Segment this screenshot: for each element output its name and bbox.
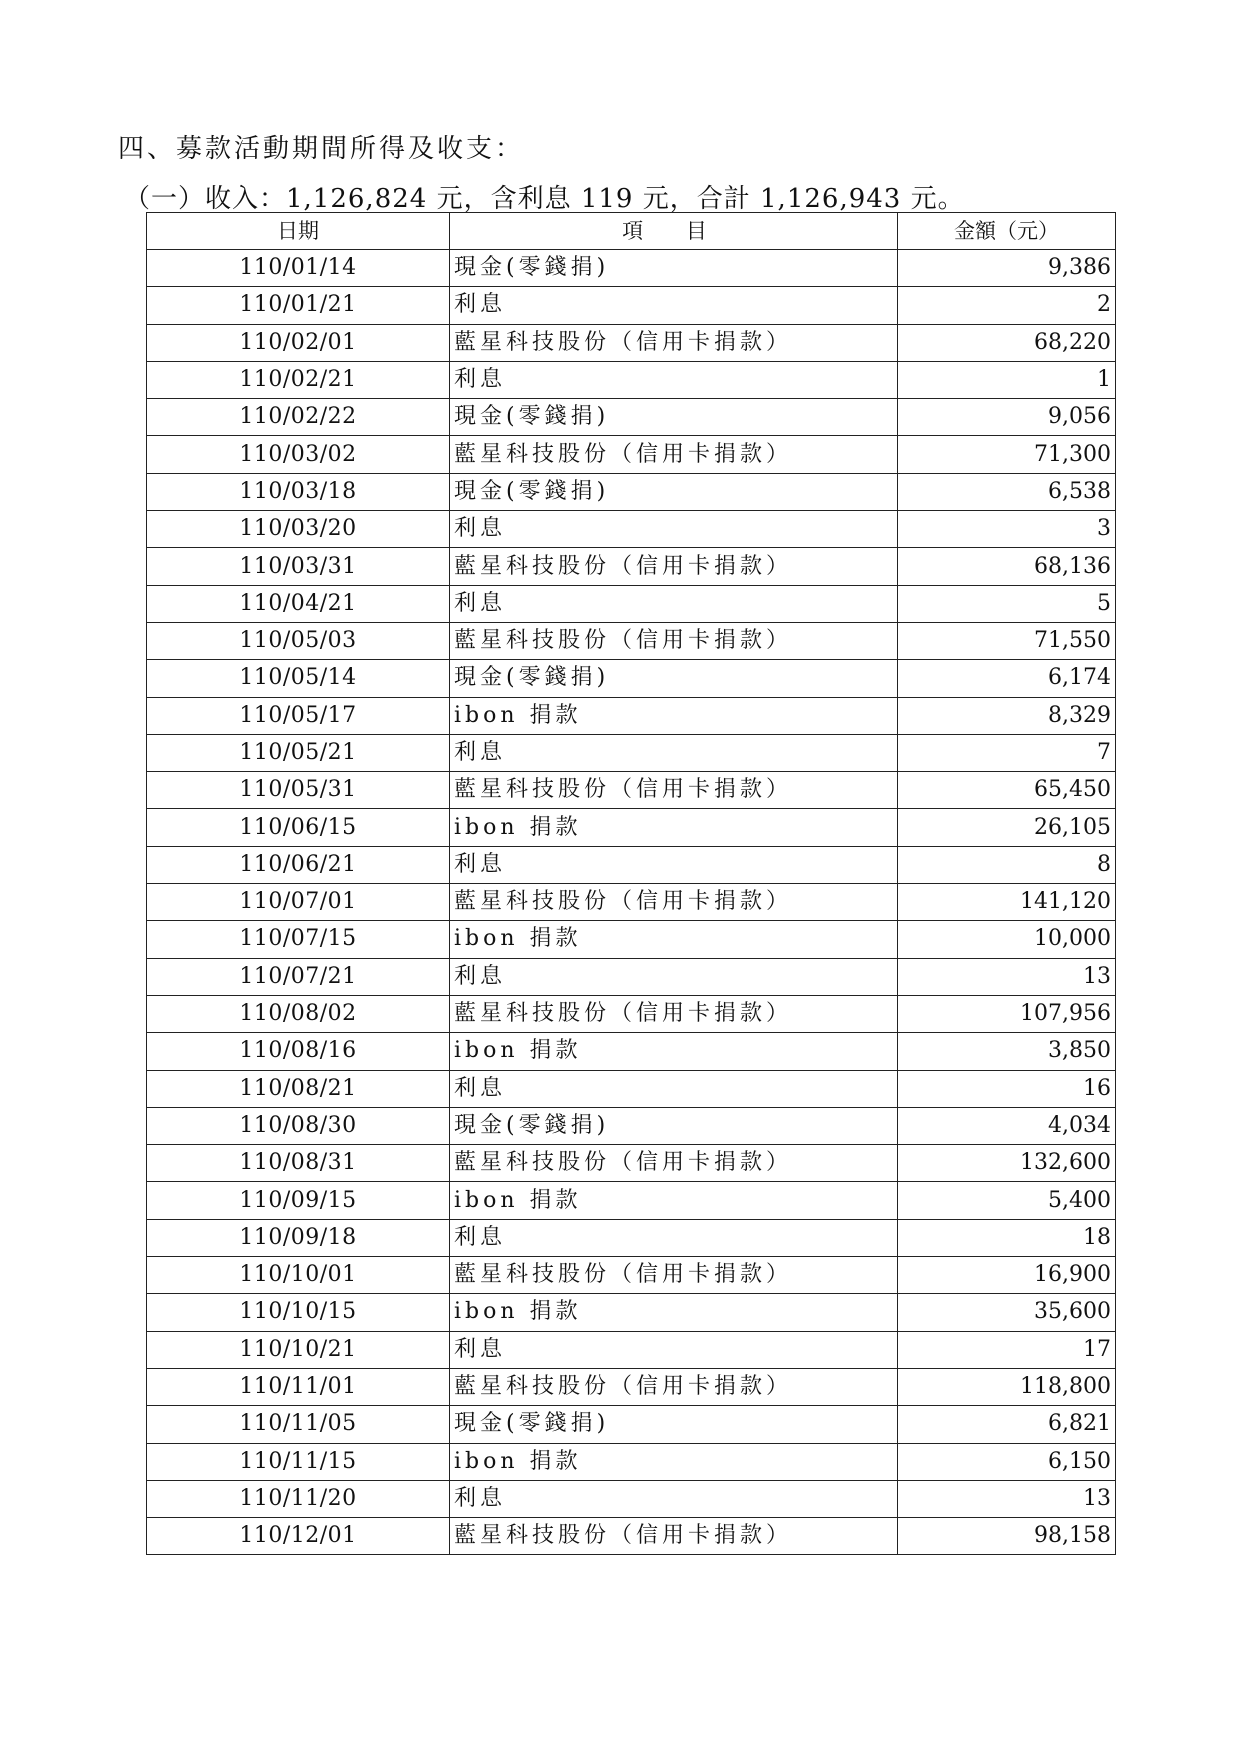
date-cell: 110/11/15 xyxy=(147,1443,450,1480)
item-cell: 利息 xyxy=(450,1480,898,1517)
table-row xyxy=(147,1145,1116,1182)
date-cell: 110/08/02 xyxy=(147,995,450,1032)
table-header-row xyxy=(147,213,1116,250)
date-cell: 110/01/21 xyxy=(147,287,450,324)
table-row xyxy=(147,884,1116,921)
item-cell: 利息 xyxy=(450,958,898,995)
date-cell: 110/10/01 xyxy=(147,1257,450,1294)
amount-cell: 8,329 xyxy=(898,697,1116,734)
item-cell: 藍星科技股份（信用卡捐款） xyxy=(450,995,898,1032)
amount-cell: 6,174 xyxy=(898,660,1116,697)
amount-cell: 71,550 xyxy=(898,622,1116,659)
table-row xyxy=(147,1331,1116,1368)
date-cell: 110/01/14 xyxy=(147,250,450,287)
amount-cell: 35,600 xyxy=(898,1294,1116,1331)
amount-cell: 68,220 xyxy=(898,324,1116,361)
table-row xyxy=(147,921,1116,958)
column-header-amount: 金額（元） xyxy=(898,213,1116,250)
date-cell: 110/05/14 xyxy=(147,660,450,697)
amount-cell: 6,538 xyxy=(898,473,1116,510)
date-cell: 110/08/16 xyxy=(147,1033,450,1070)
amount-cell: 16 xyxy=(898,1070,1116,1107)
date-cell: 110/05/17 xyxy=(147,697,450,734)
item-cell: ibon 捐款 xyxy=(450,1182,898,1219)
date-cell: 110/10/21 xyxy=(147,1331,450,1368)
date-cell: 110/11/05 xyxy=(147,1406,450,1443)
amount-cell: 141,120 xyxy=(898,884,1116,921)
date-cell: 110/05/31 xyxy=(147,772,450,809)
amount-cell: 7 xyxy=(898,734,1116,771)
amount-cell: 6,821 xyxy=(898,1406,1116,1443)
table-row xyxy=(147,399,1116,436)
table-row xyxy=(147,660,1116,697)
table-row xyxy=(147,1257,1116,1294)
date-cell: 110/09/15 xyxy=(147,1182,450,1219)
amount-cell: 9,056 xyxy=(898,399,1116,436)
item-cell: 藍星科技股份（信用卡捐款） xyxy=(450,548,898,585)
item-cell: 藍星科技股份（信用卡捐款） xyxy=(450,324,898,361)
date-cell: 110/08/31 xyxy=(147,1145,450,1182)
item-cell: 藍星科技股份（信用卡捐款） xyxy=(450,884,898,921)
table-row xyxy=(147,287,1116,324)
date-cell: 110/05/03 xyxy=(147,622,450,659)
amount-cell: 68,136 xyxy=(898,548,1116,585)
table-row xyxy=(147,361,1116,398)
table-row xyxy=(147,1368,1116,1405)
item-cell: 現金(零錢捐) xyxy=(450,660,898,697)
column-header-date: 日期 xyxy=(147,213,450,250)
amount-cell: 4,034 xyxy=(898,1107,1116,1144)
item-cell: 現金(零錢捐) xyxy=(450,1107,898,1144)
item-cell: ibon 捐款 xyxy=(450,1443,898,1480)
table-row xyxy=(147,548,1116,585)
amount-cell: 3,850 xyxy=(898,1033,1116,1070)
date-cell: 110/09/18 xyxy=(147,1219,450,1256)
table-row xyxy=(147,436,1116,473)
table-row xyxy=(147,622,1116,659)
table-row xyxy=(147,1406,1116,1443)
table-row xyxy=(147,1219,1116,1256)
item-cell: 現金(零錢捐) xyxy=(450,399,898,436)
date-cell: 110/10/15 xyxy=(147,1294,450,1331)
item-cell: 藍星科技股份（信用卡捐款） xyxy=(450,622,898,659)
date-cell: 110/03/18 xyxy=(147,473,450,510)
table-row xyxy=(147,1480,1116,1517)
amount-cell: 26,105 xyxy=(898,809,1116,846)
table-row xyxy=(147,1294,1116,1331)
table-row xyxy=(147,1518,1116,1555)
amount-cell: 65,450 xyxy=(898,772,1116,809)
item-cell: 藍星科技股份（信用卡捐款） xyxy=(450,1145,898,1182)
table-row xyxy=(147,734,1116,771)
item-cell: 現金(零錢捐) xyxy=(450,1406,898,1443)
item-cell: 現金(零錢捐) xyxy=(450,250,898,287)
item-cell: 現金(零錢捐) xyxy=(450,473,898,510)
section-heading: 四、募款活動期間所得及收支： xyxy=(118,134,525,164)
amount-cell: 71,300 xyxy=(898,436,1116,473)
income-table xyxy=(146,212,1116,1555)
table-row xyxy=(147,697,1116,734)
amount-cell: 5 xyxy=(898,585,1116,622)
table-row xyxy=(147,1070,1116,1107)
date-cell: 110/02/21 xyxy=(147,361,450,398)
table-row xyxy=(147,1033,1116,1070)
date-cell: 110/03/20 xyxy=(147,511,450,548)
item-cell: ibon 捐款 xyxy=(450,921,898,958)
item-cell: 藍星科技股份（信用卡捐款） xyxy=(450,436,898,473)
item-cell: 利息 xyxy=(450,585,898,622)
item-cell: 利息 xyxy=(450,846,898,883)
table-row xyxy=(147,511,1116,548)
income-summary: （一）收入：1,126,824 元，含利息 119 元，合計 1,126,943 元。 xyxy=(124,184,965,214)
item-cell: 藍星科技股份（信用卡捐款） xyxy=(450,1518,898,1555)
amount-cell: 18 xyxy=(898,1219,1116,1256)
item-cell: 利息 xyxy=(450,1219,898,1256)
item-cell: ibon 捐款 xyxy=(450,1033,898,1070)
item-cell: ibon 捐款 xyxy=(450,1294,898,1331)
item-cell: 利息 xyxy=(450,361,898,398)
table-row xyxy=(147,1107,1116,1144)
amount-cell: 16,900 xyxy=(898,1257,1116,1294)
amount-cell: 118,800 xyxy=(898,1368,1116,1405)
amount-cell: 3 xyxy=(898,511,1116,548)
amount-cell: 13 xyxy=(898,1480,1116,1517)
table-row xyxy=(147,995,1116,1032)
item-cell: 利息 xyxy=(450,287,898,324)
item-cell: ibon 捐款 xyxy=(450,697,898,734)
table-body xyxy=(147,250,1116,1555)
table-row xyxy=(147,1182,1116,1219)
table-row xyxy=(147,958,1116,995)
amount-cell: 132,600 xyxy=(898,1145,1116,1182)
table-row xyxy=(147,324,1116,361)
amount-cell: 1 xyxy=(898,361,1116,398)
amount-cell: 6,150 xyxy=(898,1443,1116,1480)
date-cell: 110/04/21 xyxy=(147,585,450,622)
date-cell: 110/07/21 xyxy=(147,958,450,995)
amount-cell: 107,956 xyxy=(898,995,1116,1032)
item-cell: 利息 xyxy=(450,511,898,548)
date-cell: 110/07/01 xyxy=(147,884,450,921)
date-cell: 110/02/22 xyxy=(147,399,450,436)
amount-cell: 9,386 xyxy=(898,250,1116,287)
table-row xyxy=(147,772,1116,809)
item-cell: 藍星科技股份（信用卡捐款） xyxy=(450,1368,898,1405)
table-row xyxy=(147,846,1116,883)
amount-cell: 10,000 xyxy=(898,921,1116,958)
date-cell: 110/03/02 xyxy=(147,436,450,473)
date-cell: 110/12/01 xyxy=(147,1518,450,1555)
amount-cell: 2 xyxy=(898,287,1116,324)
amount-cell: 5,400 xyxy=(898,1182,1116,1219)
table-row xyxy=(147,1443,1116,1480)
table-row xyxy=(147,250,1116,287)
item-cell: 利息 xyxy=(450,734,898,771)
table-row xyxy=(147,585,1116,622)
item-cell: ibon 捐款 xyxy=(450,809,898,846)
date-cell: 110/06/21 xyxy=(147,846,450,883)
amount-cell: 98,158 xyxy=(898,1518,1116,1555)
date-cell: 110/11/01 xyxy=(147,1368,450,1405)
date-cell: 110/08/30 xyxy=(147,1107,450,1144)
column-header-item: 項 目 xyxy=(450,213,898,250)
table-row xyxy=(147,809,1116,846)
item-cell: 藍星科技股份（信用卡捐款） xyxy=(450,1257,898,1294)
date-cell: 110/08/21 xyxy=(147,1070,450,1107)
date-cell: 110/03/31 xyxy=(147,548,450,585)
table-row xyxy=(147,473,1116,510)
date-cell: 110/06/15 xyxy=(147,809,450,846)
date-cell: 110/02/01 xyxy=(147,324,450,361)
amount-cell: 13 xyxy=(898,958,1116,995)
item-cell: 利息 xyxy=(450,1070,898,1107)
date-cell: 110/07/15 xyxy=(147,921,450,958)
date-cell: 110/11/20 xyxy=(147,1480,450,1517)
amount-cell: 17 xyxy=(898,1331,1116,1368)
item-cell: 藍星科技股份（信用卡捐款） xyxy=(450,772,898,809)
date-cell: 110/05/21 xyxy=(147,734,450,771)
amount-cell: 8 xyxy=(898,846,1116,883)
item-cell: 利息 xyxy=(450,1331,898,1368)
